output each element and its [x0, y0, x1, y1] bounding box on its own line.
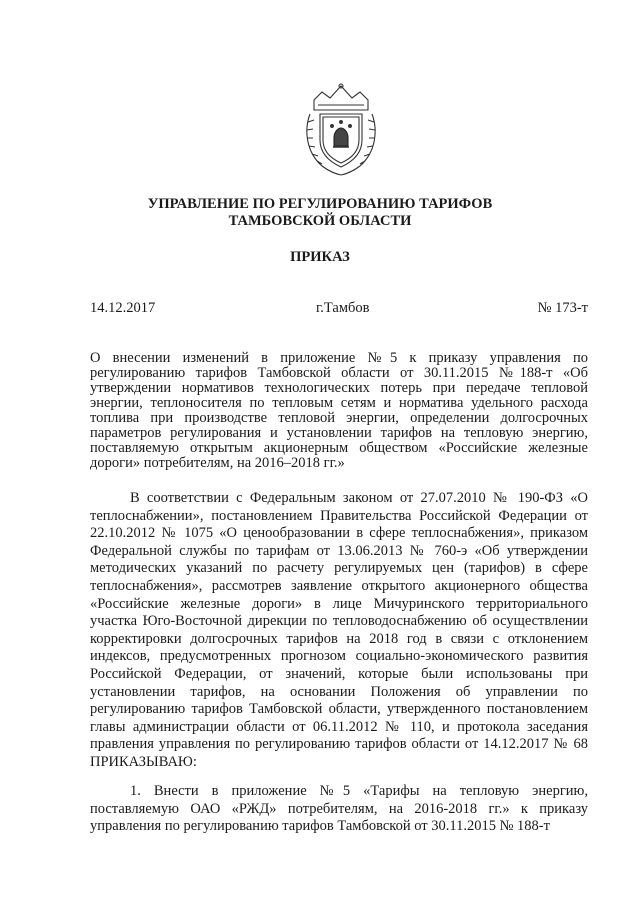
preamble-paragraph: В соответствии с Федеральным законом от 27.07.2010 № 190-ФЗ «О теплоснабжении», постановлением Правительства Российской Федерации от 22.10.2012 № 1075 «О ценообразовании в сфере теплоснабжения», приказом Федеральной службы по тарифам от 13.06.2013 № 760-э «Об утверждении методических указаний по расчету регулируемых цен (тарифов) в сфере теплоснабжения», рассмотрев заявление открытого акционерного общества «Российские железные дороги» в лице Мичуринского территориального участка Юго-Восточной дирекции по тепловодоснабжению об осуществлении корректировки долгосрочных тарифов на 2018 год в связи с отклонением индексов, предусмотренных прогнозом социально-экономического развития Российской Федерации, от значений, которые были использованы при установлении тарифов, на основании Положения об управлении по регулированию тарифов Тамбовской области, утвержденного постановлением главы администрации области от 06.11.2012 № 110, и протокола заседания правления управления по регулированию тарифов области от 14.12.2017 № 68 ПРИКАЗЫВАЮ:	[90, 490, 588, 770]
org-title: УПРАВЛЕНИЕ ПО РЕГУЛИРОВАНИЮ ТАРИФОВ ТАМБОВСКОЙ ОБЛАСТИ	[147, 196, 493, 229]
document-number: № 173-т	[537, 300, 588, 316]
document-subject: О внесении изменений в приложение №5 к приказу управления по регулированию тарифов Тамбовской области от 30.11.2015 №188-т «Об утверждении нормативов технологических потерь при передаче тепловой энергии, теплоносителя по тепловым сетям и норматива удельного расхода топлива при производстве тепловой энергии, определении долгосрочных параметров регулирования и установлении тарифов на тепловую энергию, поставляемую открытым акционерным обществом «Российские железные дороги» потребителям, на 2016–2018 гг.»	[90, 350, 588, 471]
clause-1-paragraph: 1. Внести в приложение №5 «Тарифы на тепловую энергию, поставляемую ОАО «РЖД» потребителям, на 2016-2018 гг.» к приказу управления по регулированию тарифов Тамбовской от 30.11.2015 № 188-т	[90, 783, 588, 835]
tambov-coat-of-arms-icon	[300, 80, 382, 176]
document-city: г.Тамбов	[316, 300, 370, 316]
document-date: 14.12.2017	[90, 300, 156, 316]
document-type: ПРИКАЗ	[290, 249, 350, 265]
